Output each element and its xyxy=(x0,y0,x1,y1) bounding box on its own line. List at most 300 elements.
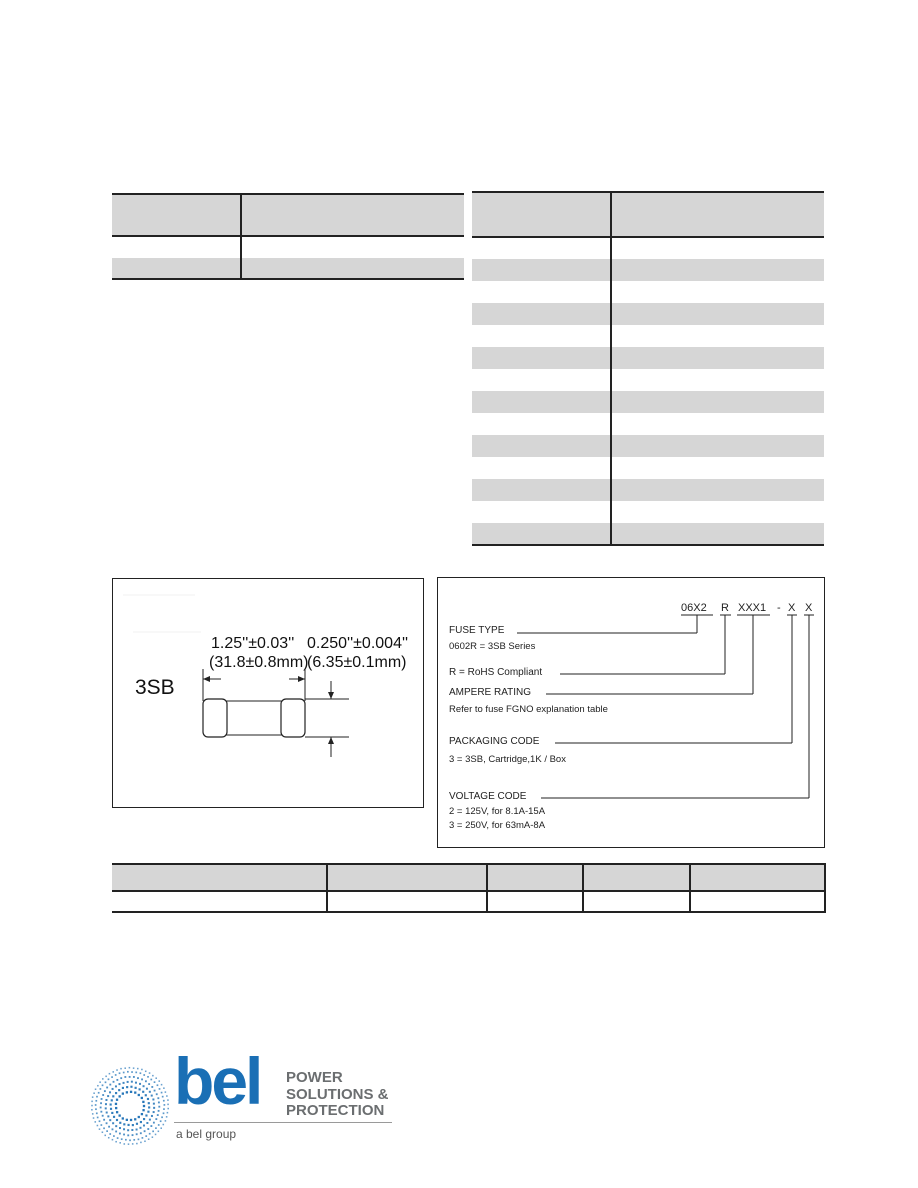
logo-dot xyxy=(153,1103,155,1105)
table-cell xyxy=(472,325,611,347)
table-cell xyxy=(241,258,464,279)
table-header-cell xyxy=(241,194,464,236)
logo-dot xyxy=(149,1072,151,1074)
logo-dot xyxy=(145,1071,147,1073)
logo-dot xyxy=(143,1118,145,1120)
table-row xyxy=(472,479,824,501)
logo-dot xyxy=(108,1078,110,1080)
logo-dot xyxy=(123,1128,125,1130)
logo-dot xyxy=(149,1091,151,1093)
logo-dot xyxy=(148,1102,150,1104)
logo-dot xyxy=(126,1091,128,1093)
table-cell xyxy=(583,891,690,912)
table-cell xyxy=(487,891,583,912)
logo-dot xyxy=(151,1086,153,1088)
logo-dot xyxy=(147,1111,149,1113)
logo-dot xyxy=(139,1088,141,1090)
logo-dot xyxy=(149,1119,151,1121)
logo-dot xyxy=(103,1127,105,1129)
ampere-rating-desc: Refer to fuse FGNO explanation table xyxy=(449,704,608,715)
logo-dot xyxy=(119,1072,121,1074)
table-row xyxy=(472,457,824,479)
logo-dot xyxy=(106,1130,108,1132)
logo-dot xyxy=(107,1115,109,1117)
logo-dot xyxy=(143,1125,145,1127)
logo-dot xyxy=(107,1095,109,1097)
logo-dot xyxy=(112,1139,114,1141)
logo-dot xyxy=(118,1089,120,1091)
table-cell xyxy=(611,391,824,413)
logo-dot xyxy=(139,1127,141,1129)
logo-dot xyxy=(161,1092,163,1094)
table-cell xyxy=(112,236,241,258)
logo-dot xyxy=(155,1118,157,1120)
logo-dot xyxy=(149,1133,151,1135)
logo-dot xyxy=(142,1137,144,1139)
logo-dot xyxy=(145,1114,147,1116)
logo-dot xyxy=(148,1138,150,1140)
bottom-spec-table xyxy=(112,863,826,913)
logo-dot xyxy=(109,1119,111,1121)
logo-dot xyxy=(155,1134,157,1136)
logo-dot xyxy=(165,1091,167,1093)
logo-dot xyxy=(100,1111,102,1113)
logo-dot xyxy=(99,1120,101,1122)
fuse-type-title: FUSE TYPE xyxy=(449,625,505,636)
table-cell xyxy=(327,891,487,912)
table-row xyxy=(472,413,824,435)
logo-dot xyxy=(110,1103,112,1105)
logo-dot xyxy=(134,1091,136,1093)
logo-dot xyxy=(141,1069,143,1071)
logo-dot xyxy=(111,1112,113,1114)
logo-dot xyxy=(145,1080,147,1082)
logo-dot xyxy=(127,1134,129,1136)
logo-dot xyxy=(157,1114,159,1116)
logo-dot xyxy=(122,1092,124,1094)
logo-dot xyxy=(115,1103,117,1105)
logo-dot xyxy=(144,1140,146,1142)
logo-dot xyxy=(146,1122,148,1124)
logo-dot xyxy=(140,1072,142,1074)
logo-dot xyxy=(115,1107,117,1109)
table-header-cell xyxy=(112,864,327,891)
logo-dot xyxy=(136,1129,138,1131)
logo-dot xyxy=(128,1143,130,1145)
logo-dot xyxy=(143,1105,145,1107)
logo-dot xyxy=(141,1113,143,1115)
logo-dot xyxy=(133,1067,135,1069)
logo-dot xyxy=(119,1114,121,1116)
logo-dot xyxy=(101,1124,103,1126)
table-cell xyxy=(472,347,611,369)
table-cell xyxy=(611,347,824,369)
logo-dot xyxy=(94,1121,96,1123)
table-cell xyxy=(611,237,824,259)
table-row xyxy=(472,347,824,369)
logo-dot xyxy=(91,1105,93,1107)
logo-dot xyxy=(99,1081,101,1083)
logo-dot xyxy=(123,1134,125,1136)
table-cell xyxy=(611,413,824,435)
table-cell xyxy=(611,479,824,501)
logo-dot xyxy=(129,1067,131,1069)
logo-dot xyxy=(122,1117,124,1119)
logo-dot xyxy=(102,1078,104,1080)
logo-dot xyxy=(140,1142,142,1144)
table-cell xyxy=(611,303,824,325)
table-row xyxy=(472,523,824,545)
voltage-code-desc-1: 2 = 125V, for 8.1A-15A xyxy=(449,806,546,817)
logo-dot xyxy=(147,1076,149,1078)
logo-dot xyxy=(112,1088,114,1090)
table-row xyxy=(472,435,824,457)
logo-dot xyxy=(116,1111,118,1113)
table-row xyxy=(472,303,824,325)
logo-dot xyxy=(92,1113,94,1115)
length-mm-label: (31.8±0.8mm) xyxy=(209,654,309,671)
logo-dot xyxy=(132,1124,134,1126)
table-cell xyxy=(472,369,611,391)
logo-dot xyxy=(130,1119,132,1121)
logo-dot xyxy=(138,1139,140,1141)
table-cell xyxy=(690,891,825,912)
code-part-series: 06X2 xyxy=(681,602,707,614)
logo-dot xyxy=(124,1143,126,1145)
logo-dot xyxy=(163,1112,165,1114)
logo-dot xyxy=(151,1115,153,1117)
logo-dot xyxy=(160,1127,162,1129)
logo-dot xyxy=(127,1071,129,1073)
table-cell xyxy=(112,891,327,912)
logo-dot xyxy=(112,1071,114,1073)
logo-dot xyxy=(105,1107,107,1109)
table-header-cell xyxy=(472,192,611,237)
logo-dot xyxy=(161,1084,163,1086)
logo-dot xyxy=(97,1117,99,1119)
logo-dot xyxy=(147,1098,149,1100)
logo-dot xyxy=(152,1075,154,1077)
table-cell xyxy=(611,281,824,303)
table-header-cell xyxy=(690,864,825,891)
logo-dot xyxy=(152,1130,154,1132)
logo-dot xyxy=(138,1094,140,1096)
logo-dot xyxy=(155,1077,157,1079)
logo-dot xyxy=(159,1088,161,1090)
logo-dot xyxy=(112,1128,114,1130)
logo-dot xyxy=(137,1077,139,1079)
logo-dot xyxy=(145,1094,147,1096)
logo-dot xyxy=(133,1076,135,1078)
logo-dot xyxy=(120,1077,122,1079)
logo-dot xyxy=(125,1139,127,1141)
logo-dot xyxy=(108,1126,110,1128)
logo-dot xyxy=(131,1081,133,1083)
logo-dot xyxy=(122,1087,124,1089)
logo-dot xyxy=(98,1092,100,1094)
logo-dot xyxy=(135,1087,137,1089)
table-cell xyxy=(472,391,611,413)
logo-dot xyxy=(147,1128,149,1130)
logo-dot xyxy=(164,1104,166,1106)
logo-dot xyxy=(115,1074,117,1076)
logo-dot xyxy=(95,1104,97,1106)
logo-dot xyxy=(127,1129,129,1131)
logo-dot xyxy=(102,1115,104,1117)
logo-dot xyxy=(104,1090,106,1092)
logo-divider xyxy=(174,1122,392,1123)
length-inch-label: 1.25''±0.03'' xyxy=(211,635,295,652)
logo-dot xyxy=(104,1135,106,1137)
logo-dot xyxy=(132,1143,134,1145)
logo-dot xyxy=(101,1098,103,1100)
logo-dot xyxy=(150,1125,152,1127)
logo-dot xyxy=(143,1074,145,1076)
logo-dot xyxy=(163,1087,165,1089)
logo-dot xyxy=(111,1099,113,1101)
logo-dot xyxy=(129,1139,131,1141)
table-header-row xyxy=(472,192,824,237)
logo-dot xyxy=(158,1080,160,1082)
logo-dot xyxy=(103,1119,105,1121)
logo-dot xyxy=(155,1127,157,1129)
logo-dot xyxy=(167,1112,169,1114)
logo-dot xyxy=(151,1095,153,1097)
table-cell xyxy=(611,435,824,457)
logo-dot xyxy=(143,1085,145,1087)
logo-dot xyxy=(136,1123,138,1125)
logo-dot xyxy=(109,1133,111,1135)
logo-dot xyxy=(131,1129,133,1131)
logo-dot xyxy=(109,1091,111,1093)
logo-dot xyxy=(120,1068,122,1070)
dotted-circle-logo-icon xyxy=(90,1066,170,1146)
table-row xyxy=(112,236,464,258)
logo-dot xyxy=(93,1117,95,1119)
table-row xyxy=(472,391,824,413)
logo-dot xyxy=(100,1088,102,1090)
logo-dot xyxy=(106,1112,108,1114)
logo-dot xyxy=(154,1081,156,1083)
logo-dot xyxy=(112,1122,114,1124)
logo-dot xyxy=(119,1142,121,1144)
code-part-dash: - xyxy=(777,602,781,614)
logo-dot xyxy=(121,1138,123,1140)
logo-dot xyxy=(153,1122,155,1124)
logo-dot xyxy=(95,1100,97,1102)
logo-dot xyxy=(91,1101,93,1103)
logo-dot xyxy=(142,1101,144,1103)
table-cell xyxy=(472,413,611,435)
logo-dot xyxy=(113,1116,115,1118)
table-cell xyxy=(611,501,824,523)
logo-dot xyxy=(123,1082,125,1084)
logo-dot xyxy=(135,1082,137,1084)
brand-wordmark: bel xyxy=(174,1044,261,1118)
logo-dot xyxy=(117,1137,119,1139)
brand-tagline: a bel group xyxy=(176,1127,237,1141)
logo-dot xyxy=(124,1067,126,1069)
logo-dot xyxy=(152,1136,154,1138)
logo-dot xyxy=(141,1097,143,1099)
left-spec-table xyxy=(112,193,464,280)
table-header-cell xyxy=(583,864,690,891)
logo-dot xyxy=(118,1083,120,1085)
table-header-cell xyxy=(112,194,241,236)
table-header-cell xyxy=(611,192,824,237)
logo-dot xyxy=(140,1121,142,1123)
logo-dot xyxy=(158,1102,160,1104)
logo-dot xyxy=(130,1091,132,1093)
logo-dot xyxy=(146,1088,148,1090)
voltage-code-desc-2: 3 = 250V, for 63mA-8A xyxy=(449,820,546,831)
logo-dot xyxy=(112,1095,114,1097)
logo-dot xyxy=(126,1086,128,1088)
logo-dot xyxy=(138,1116,140,1118)
logo-dot xyxy=(124,1076,126,1078)
logo-dot xyxy=(161,1116,163,1118)
table-cell xyxy=(241,236,464,258)
diameter-mm-label: (6.35±0.1mm) xyxy=(307,654,407,671)
logo-dot xyxy=(156,1093,158,1095)
logo-dot xyxy=(100,1107,102,1109)
logo-dot xyxy=(130,1086,132,1088)
table-cell xyxy=(112,258,241,279)
dimension-drawing-panel xyxy=(112,578,424,808)
logo-dot xyxy=(113,1081,115,1083)
logo-dot xyxy=(123,1123,125,1125)
logo-dot xyxy=(142,1091,144,1093)
logo-dot xyxy=(145,1135,147,1137)
logo-dot xyxy=(134,1118,136,1120)
logo-dot xyxy=(136,1143,138,1145)
logo-dot xyxy=(132,1134,134,1136)
table-row xyxy=(472,259,824,281)
table-row xyxy=(472,237,824,259)
logo-dot xyxy=(154,1090,156,1092)
logo-dot xyxy=(102,1084,104,1086)
fuse-type-desc: 0602R = 3SB Series xyxy=(449,641,536,652)
logo-dot xyxy=(116,1119,118,1121)
logo-dot xyxy=(144,1130,146,1132)
ampere-rating-title: AMPERE RATING xyxy=(449,687,532,698)
brand-line-3: PROTECTION xyxy=(286,1102,385,1119)
table-cell xyxy=(472,479,611,501)
table-header-cell xyxy=(487,864,583,891)
logo-dot xyxy=(109,1084,111,1086)
table-cell xyxy=(472,281,611,303)
logo-dot xyxy=(127,1081,129,1083)
logo-dot xyxy=(152,1098,154,1100)
table-row xyxy=(112,891,825,912)
table-cell xyxy=(611,369,824,391)
logo-dot xyxy=(97,1125,99,1127)
logo-dot xyxy=(123,1072,125,1074)
logo-dot xyxy=(150,1079,152,1081)
logo-dot xyxy=(106,1087,108,1089)
logo-dot xyxy=(102,1131,104,1133)
table-row xyxy=(472,325,824,347)
logo-dot xyxy=(113,1135,115,1137)
logo-dot xyxy=(129,1076,131,1078)
fuse-dimension-drawing xyxy=(113,579,423,807)
logo-dot xyxy=(116,1079,118,1081)
model-label: 3SB xyxy=(135,676,175,699)
logo-dot xyxy=(163,1100,165,1102)
logo-dot xyxy=(163,1124,165,1126)
logo-dot xyxy=(95,1088,97,1090)
table-cell xyxy=(472,237,611,259)
table-cell xyxy=(611,457,824,479)
part-number-panel xyxy=(437,577,825,848)
logo-dot xyxy=(111,1076,113,1078)
rohs-title: R = RoHS Compliant xyxy=(449,667,543,678)
logo-dot xyxy=(119,1133,121,1135)
logo-dot xyxy=(106,1122,108,1124)
logo-dot xyxy=(166,1116,168,1118)
logo-dot xyxy=(148,1083,150,1085)
logo-dot xyxy=(105,1076,107,1078)
logo-dot xyxy=(157,1084,159,1086)
logo-dot xyxy=(105,1081,107,1083)
logo-dot xyxy=(137,1068,139,1070)
table-cell xyxy=(472,501,611,523)
logo-dot xyxy=(135,1072,137,1074)
logo-dot xyxy=(136,1133,138,1135)
packaging-code-title: PACKAGING CODE xyxy=(449,736,540,747)
brand-line-1: POWER xyxy=(286,1069,343,1086)
table-header-row xyxy=(112,864,825,891)
logo-dot xyxy=(162,1096,164,1098)
table-cell xyxy=(472,435,611,457)
code-part-rohs: R xyxy=(721,602,729,614)
table-cell xyxy=(611,259,824,281)
diameter-inch-label: 0.250''±0.004'' xyxy=(307,635,409,652)
logo-dot xyxy=(148,1106,150,1108)
code-part-packaging: X xyxy=(788,602,796,614)
brand-line-2: SOLUTIONS & xyxy=(286,1086,389,1103)
logo-dot xyxy=(115,1125,117,1127)
table-cell xyxy=(611,325,824,347)
logo-dot xyxy=(139,1083,141,1085)
logo-dot xyxy=(105,1103,107,1105)
table-cell xyxy=(472,259,611,281)
voltage-code-title: VOLTAGE CODE xyxy=(449,791,527,802)
table-cell xyxy=(472,303,611,325)
company-logo xyxy=(90,1044,400,1148)
table-cell xyxy=(611,523,824,545)
logo-dot xyxy=(167,1108,169,1110)
logo-dot xyxy=(116,1099,118,1101)
logo-dot xyxy=(133,1139,135,1141)
logo-dot xyxy=(131,1071,133,1073)
logo-dot xyxy=(158,1110,160,1112)
logo-dot xyxy=(96,1112,98,1114)
table-row xyxy=(472,281,824,303)
logo-dot xyxy=(158,1106,160,1108)
logo-dot xyxy=(100,1102,102,1104)
logo-dot xyxy=(158,1131,160,1133)
logo-dot xyxy=(165,1120,167,1122)
logo-dot xyxy=(115,1131,117,1133)
logo-dot xyxy=(92,1096,94,1098)
logo-dot xyxy=(115,1141,117,1143)
logo-dot xyxy=(115,1092,117,1094)
logo-dot xyxy=(157,1097,159,1099)
logo-dot xyxy=(109,1073,111,1075)
logo-dot xyxy=(158,1124,160,1126)
logo-dot xyxy=(126,1119,128,1121)
